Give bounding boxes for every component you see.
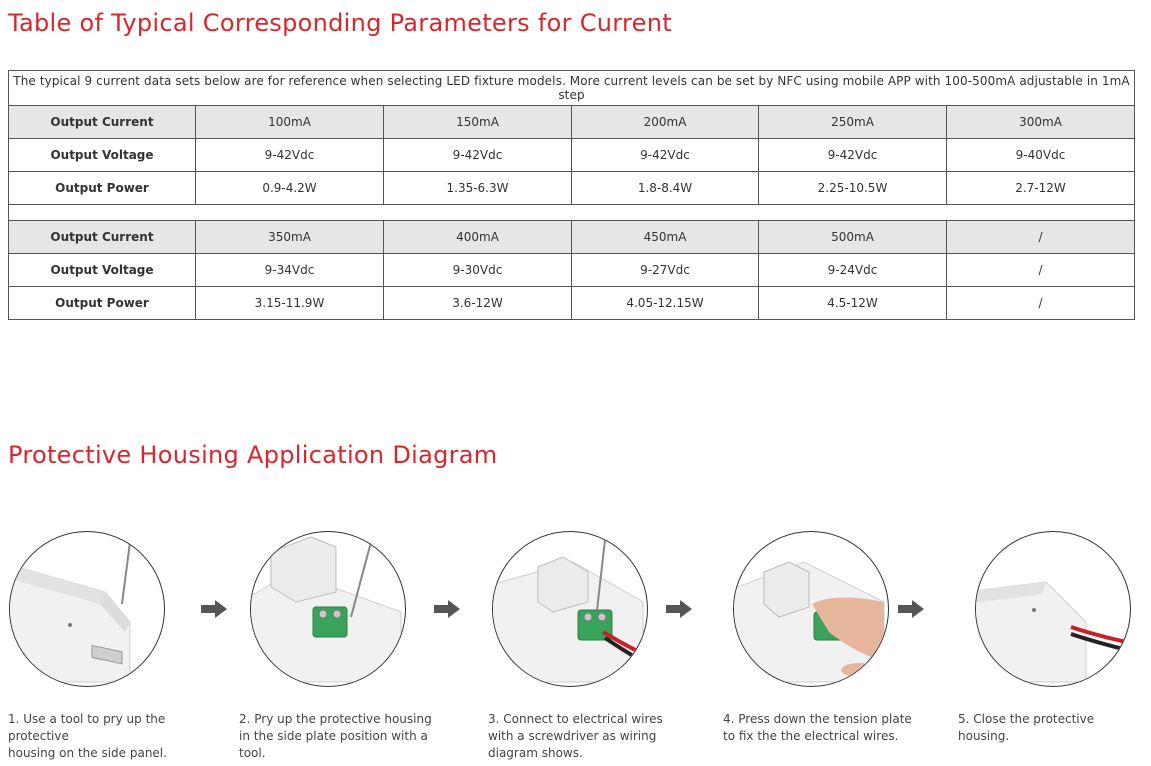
- caption-line: with a screwdriver as wiring: [488, 729, 657, 743]
- step-5-illustration: [975, 531, 1131, 687]
- table-cell: 400mA: [384, 221, 572, 254]
- table-cell: 4.05-12.15W: [572, 287, 759, 320]
- table-cell: 100mA: [196, 106, 384, 139]
- table-cell: /: [947, 254, 1135, 287]
- caption-line: 3. Connect to electrical wires: [488, 712, 663, 726]
- step-1-illustration: [9, 531, 165, 687]
- housing-image: [9, 531, 165, 687]
- table-cell: 4.5-12W: [759, 287, 947, 320]
- caption-line: 2. Pry up the protective housing: [239, 712, 432, 726]
- table-cell: 9-34Vdc: [196, 254, 384, 287]
- table-row: [9, 172, 1135, 205]
- table-title: Table of Typical Corresponding Parameters for Current: [8, 9, 672, 37]
- arrow-right-icon: [898, 600, 924, 618]
- caption-line: in the side plate position with a: [239, 729, 428, 743]
- arrow-right-icon: [201, 600, 227, 618]
- row-label-output-power: Output Power: [9, 287, 196, 320]
- table-cell: 500mA: [759, 221, 947, 254]
- diagram-title: Protective Housing Application Diagram: [8, 441, 498, 469]
- step-2-caption: [239, 711, 434, 762]
- row-label-output-voltage: Output Voltage: [9, 139, 196, 172]
- table-cell: 9-30Vdc: [384, 254, 572, 287]
- caption-line: housing on the side panel.: [8, 746, 167, 760]
- arrow-right-icon: [666, 600, 692, 618]
- row-label-output-current: Output Current: [9, 106, 196, 139]
- housing-image: [975, 531, 1131, 687]
- table-cell: 3.15-11.9W: [196, 287, 384, 320]
- row-label-output-voltage: Output Voltage: [9, 254, 196, 287]
- table-cell: /: [947, 221, 1135, 254]
- table-cell: 450mA: [572, 221, 759, 254]
- caption-line: 5. Close the protective housing.: [958, 712, 1095, 743]
- step-2-illustration: [250, 531, 406, 687]
- table-spacer-row: [9, 205, 1135, 221]
- table-row: [9, 139, 1135, 172]
- row-label-output-current: Output Current: [9, 221, 196, 254]
- housing-image: [492, 531, 648, 687]
- table-note: The typical 9 current data sets below are for reference when selecting LED fixture models. More current levels can be set by NFC using mobile APP with 100-500mA adjustable in 1mA step: [9, 71, 1135, 106]
- table-cell: 2.7-12W: [947, 172, 1135, 205]
- table-row: [9, 106, 1135, 139]
- table-row: [9, 287, 1135, 320]
- table-cell: 150mA: [384, 106, 572, 139]
- table-cell: 250mA: [759, 106, 947, 139]
- table-cell: 9-40Vdc: [947, 139, 1135, 172]
- row-label-output-power: Output Power: [9, 172, 196, 205]
- table-cell: 2.25-10.5W: [759, 172, 947, 205]
- step-5-caption: [958, 711, 1148, 745]
- table-row: [9, 254, 1135, 287]
- table-cell: 3.6-12W: [384, 287, 572, 320]
- caption-line: 4. Press down the tension plate: [723, 712, 912, 726]
- table-cell: 9-24Vdc: [759, 254, 947, 287]
- caption-line: diagram shows.: [488, 746, 583, 760]
- table-cell: 200mA: [572, 106, 759, 139]
- table-cell: 1.35-6.3W: [384, 172, 572, 205]
- table-cell: 9-42Vdc: [384, 139, 572, 172]
- step-3-illustration: [492, 531, 648, 687]
- table-row: [9, 221, 1135, 254]
- step-4-illustration: [733, 531, 889, 687]
- parameters-table: [8, 70, 1135, 320]
- caption-line: 1. Use a tool to pry up the protective: [8, 712, 166, 743]
- table-cell: /: [947, 287, 1135, 320]
- table-cell: 9-27Vdc: [572, 254, 759, 287]
- table-cell: 350mA: [196, 221, 384, 254]
- step-1-caption: [8, 711, 223, 762]
- step-3-caption: [488, 711, 688, 762]
- table-cell: 300mA: [947, 106, 1135, 139]
- table-cell: 9-42Vdc: [572, 139, 759, 172]
- table-cell: 0.9-4.2W: [196, 172, 384, 205]
- arrow-right-icon: [434, 600, 460, 618]
- step-4-caption: [723, 711, 933, 745]
- caption-line: to fix the the electrical wires.: [723, 729, 899, 743]
- housing-image: [733, 531, 889, 687]
- table-cell: 9-42Vdc: [196, 139, 384, 172]
- table-cell: 1.8-8.4W: [572, 172, 759, 205]
- table-cell: 9-42Vdc: [759, 139, 947, 172]
- housing-image: [250, 531, 406, 687]
- caption-line: tool.: [239, 746, 266, 760]
